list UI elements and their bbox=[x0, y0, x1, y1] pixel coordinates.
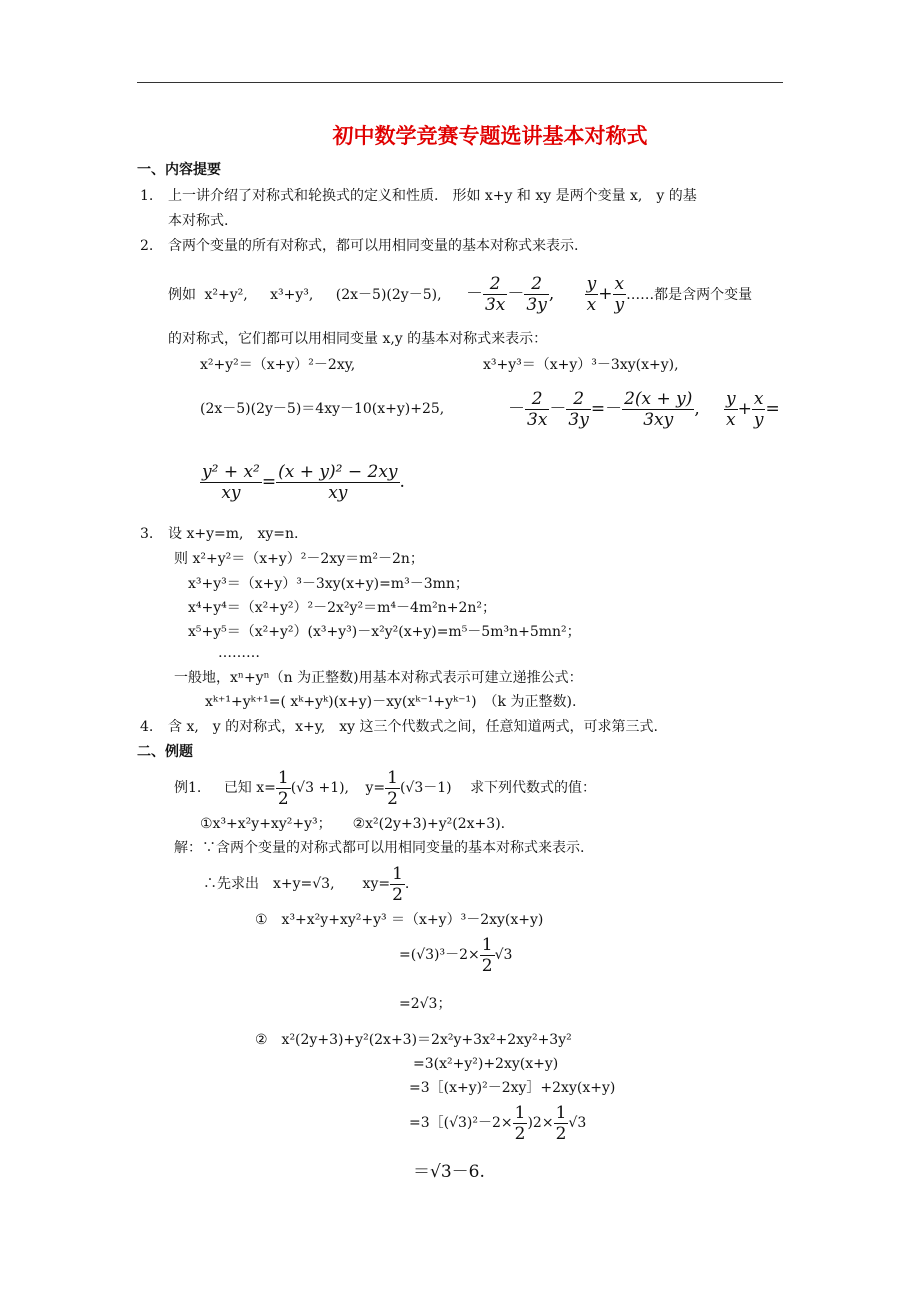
item-number: 2. bbox=[140, 238, 154, 254]
example-1-y-tail: (√3－1) bbox=[399, 780, 452, 796]
equation-1: x²+y²＝（x+y）²－2xy, bbox=[200, 357, 356, 373]
example-e: $\frac{y}{x}$ + $\frac{x}{y}$ bbox=[586, 274, 625, 315]
part-1-line-b: =(√3)³－2× $\frac{1}{2}$ √3 bbox=[399, 934, 513, 976]
part-2-line-c: =3［(x+y)²－2xy］+2xy(x+y) bbox=[409, 1080, 616, 1096]
item-3-eq-4: x⁵+y⁵＝（x²+y²）(x³+y³)－x²y²(x+y)=m⁵－5m³n+5mn²； bbox=[188, 624, 581, 640]
example-c: (2x－5)(2y－5), bbox=[335, 287, 442, 303]
item-number: 1. bbox=[140, 188, 154, 204]
solution-first-step: ∴先求出 x+y=√3, xy= $\frac{1}{2}$ . bbox=[203, 863, 410, 905]
equation-5: $\frac{y}{x}$ + $\frac{x}{y}$ = bbox=[726, 389, 780, 430]
solution-intro: 解：∵含两个变量的对称式都可以用相同变量的基本对称式来表示. bbox=[174, 840, 585, 856]
item-3-recurrence: xᵏ⁺¹+yᵏ⁺¹=( xᵏ+yᵏ)(x+y)－xy(xᵏ⁻¹+yᵏ⁻¹) （k 为正整数). bbox=[205, 694, 577, 710]
item-3-general: 一般地，xⁿ+yⁿ（n 为正整数)用基本对称式表示可建立递推公式： bbox=[174, 670, 583, 686]
example-b: x³+y³, bbox=[270, 287, 314, 303]
part-2-d-mid: )2× bbox=[527, 1115, 554, 1131]
item-4-line-1: 含 x, y 的对称式，x+y, xy 这三个代数式之间，任意知道两式，可求第三式. bbox=[168, 719, 658, 735]
part-1-b-text: =(√3)³－2× bbox=[399, 947, 480, 963]
example-1-x-tail: (√3 +1), bbox=[290, 780, 350, 796]
item-3-eq-2: x³+y³＝（x+y）³－3xy(x+y)=m³－3mn； bbox=[188, 576, 469, 592]
section-heading-2: 二、例题 bbox=[137, 744, 193, 760]
examples-intro: 例如 bbox=[168, 287, 196, 303]
page-title: 初中数学竞赛专题选讲基本对称式 bbox=[332, 123, 648, 148]
item-3-line-1: 设 x+y=m, xy=n. bbox=[168, 526, 299, 542]
item-3-eq-1: 则 x²+y²＝（x+y）²－2xy＝m²－2n； bbox=[174, 551, 424, 567]
example-1-label: 例1. bbox=[174, 780, 202, 796]
examples-line-2: 的对称式，它们都可以用相同变量 x,y 的基本对称式来表示： bbox=[168, 331, 548, 347]
item-1-line-2: 本对称式. bbox=[168, 213, 229, 229]
item-2-line-1: 含两个变量的所有对称式，都可以用相同变量的基本对称式来表示. bbox=[168, 238, 579, 254]
section-heading-1: 一、内容提要 bbox=[137, 162, 221, 178]
equation-3: (2x－5)(2y－5)＝4xy－10(x+y)+25, bbox=[200, 401, 445, 417]
item-number: 4. bbox=[140, 719, 154, 735]
example-d: － $\frac{2}{3x}$ － $\frac{2}{3y}$ , bbox=[465, 274, 555, 315]
item-number: 3. bbox=[140, 526, 154, 542]
part-2-line-e: ＝√3－6. bbox=[413, 1162, 485, 1182]
equation-4: － $\frac{2}{3x}$ － $\frac{2}{3y}$ =－ $\frac{2(x + y)}{3xy}$ , bbox=[508, 389, 700, 430]
item-1-line-1: 上一讲介绍了对称式和轮换式的定义和性质. 形如 x+y 和 xy 是两个变量 x, y 的基 bbox=[168, 188, 697, 204]
part-2-d-text: =3［(√3)²－2× bbox=[409, 1115, 513, 1131]
example-1-questions: ①x³+x²y+xy²+y³； ②x²(2y+3)+y²(2x+3). bbox=[200, 816, 506, 832]
header-rule bbox=[137, 82, 783, 83]
equation-5-continued: $\frac{\text{y² + x²}}{xy}$ = $\frac{\text{(x + y)² − 2xy}}{xy}$ . bbox=[202, 462, 405, 503]
part-1-line-c: =2√3； bbox=[399, 996, 452, 1012]
example-1-y: y= bbox=[365, 780, 386, 796]
solution-first: ∴先求出 x+y=√3, xy= bbox=[203, 876, 391, 892]
example-a: x²+y², bbox=[204, 287, 248, 303]
example-1-ask: 求下列代数式的值： bbox=[470, 780, 597, 796]
part-2-line-b: =3(x²+y²)+2xy(x+y) bbox=[413, 1056, 559, 1072]
example-1-statement: 例1. 已知 x= $\frac{1}{2}$ (√3 +1), y= $\frac{1}{2}$ (√3－1) 求下列代数式的值： bbox=[174, 767, 597, 809]
equation-2: x³+y³＝（x+y）³－3xy(x+y), bbox=[483, 357, 679, 373]
item-3-eq-3: x⁴+y⁴＝（x²+y²）²－2x²y²＝m⁴－4m²n+2n²； bbox=[188, 600, 497, 616]
part-2-line-a: ② x²(2y+3)+y²(2x+3)＝2x²y+3x²+2xy²+3y² bbox=[255, 1032, 572, 1048]
examples-tail: ……都是含两个变量 bbox=[626, 287, 753, 303]
examples-row bbox=[168, 273, 752, 316]
ellipsis: ……… bbox=[218, 645, 260, 661]
example-1-known: 已知 x= bbox=[223, 780, 276, 796]
part-1-line-a: ① x³+x²y+xy²+y³ ＝（x+y）³－2xy(x+y) bbox=[255, 912, 544, 928]
part-2-line-d: =3［(√3)²－2× $\frac{1}{2}$ )2× $\frac{1}{2}$ √3 bbox=[409, 1102, 587, 1144]
